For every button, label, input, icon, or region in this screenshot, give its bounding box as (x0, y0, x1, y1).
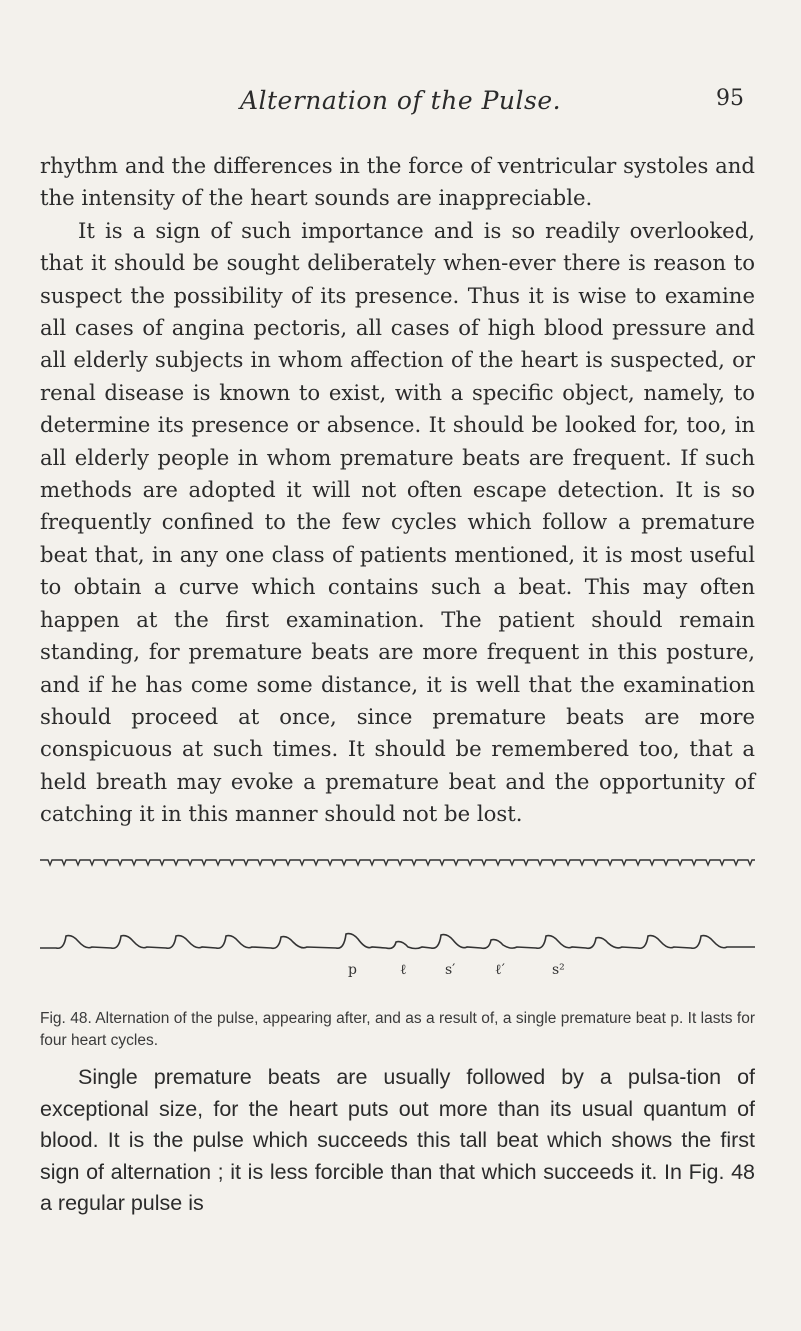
running-title: Alternation of the Pulse. (239, 86, 562, 115)
body-text-top (40, 150, 755, 831)
beat-label-p: p (348, 962, 357, 978)
page-number: 95 (716, 86, 744, 111)
beat-label-l2: ℓ′ (495, 962, 505, 978)
pulse-tracing (40, 850, 755, 1000)
pulse-tracing-figure (40, 850, 755, 1000)
pulse-wave (40, 934, 755, 949)
beat-label-l: ℓ (400, 962, 407, 978)
figure-caption: Fig. 48. Alternation of the pulse, appearing after, and as a result of, a single premature beat p. It lasts for four heart cycles. (40, 1010, 755, 1049)
page-header (0, 86, 801, 126)
body-text-bottom (40, 1062, 755, 1220)
paragraph: It is a sign of such importance and is so readily overlooked, that it should be sought deliberately when-ever there is reason to suspect the possibility of its presence. Thus it is wise to examine all cases of angina pectoris, all cases of high blood pressure and all elderly subjects in whom affection of the heart is suspected, or renal disease is known to exist, with a specific object, namely, to determine its presence or absence. It should be looked for, too, in all elderly people in whom premature beats are frequent. If such methods are adopted it will not often escape detection. It is so frequently confined to the few cycles which follow a premature beat that, in any one class of patients mentioned, it is most useful to obtain a curve which contains such a beat. This may often happen at the first examination. The patient should remain standing, for premature beats are more frequent in this posture, and if he has come some distance, it is well that the examination should proceed at once, since premature beats are more conspicuous at such times. It should be remembered too, that a held breath may evoke a premature beat and the opportunity of catching it in this manner should not be lost. (40, 217, 755, 827)
beat-label-s1: s′ (445, 962, 456, 978)
beat-label-s2: s² (552, 962, 565, 978)
paragraph-continued: rhythm and the differences in the force of ventricular systoles and the intensity of the heart sounds are inappreciable. (40, 153, 755, 211)
time-marker-line (40, 860, 755, 865)
paragraph: Single premature beats are usually followed by a pulsa-tion of exceptional size, for the heart puts out more than its usual quantum of blood. It is the pulse which succeeds this tall beat which shows the first sign of alternation ; it is less forcible than that which succeeds it. In Fig. 48 a regular pulse is (40, 1065, 755, 1215)
